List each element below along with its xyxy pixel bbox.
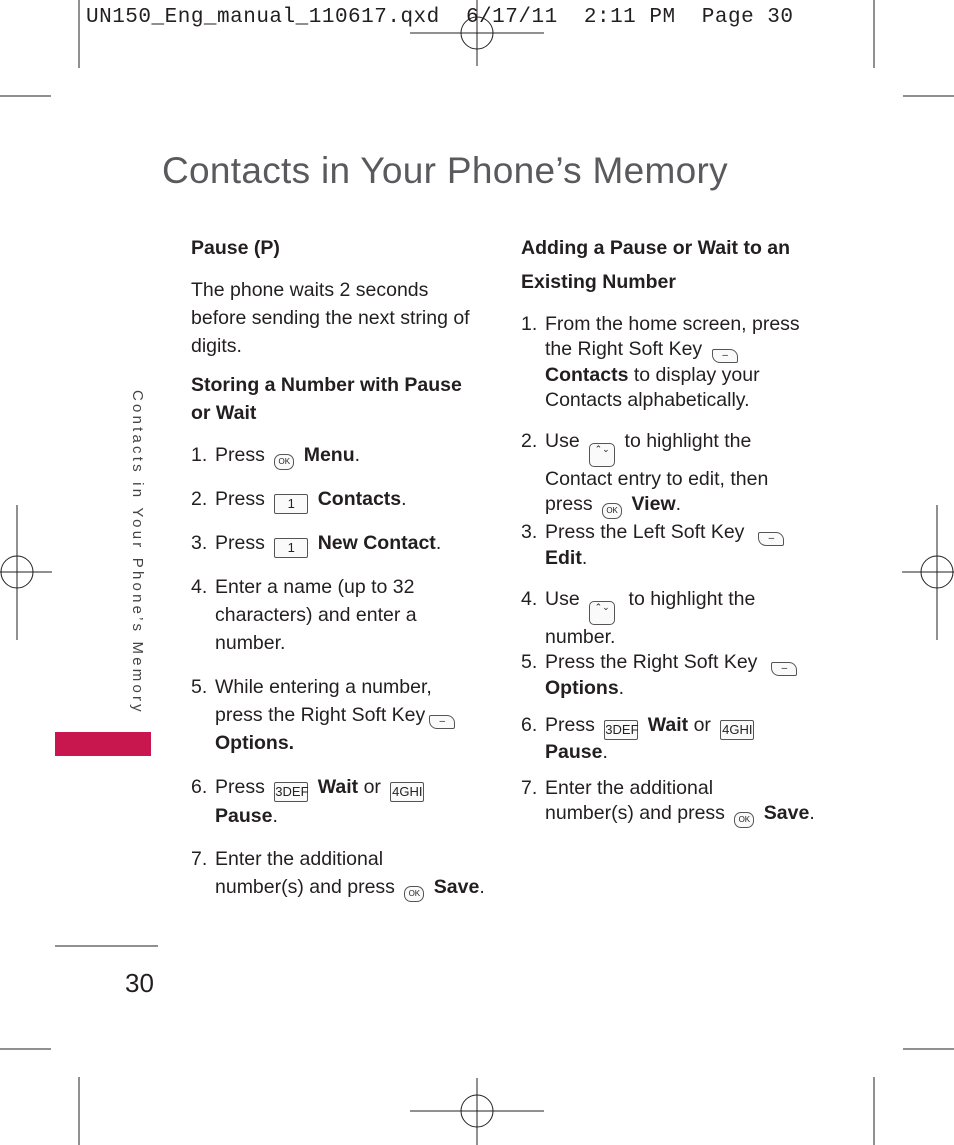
step-text: Press	[545, 714, 595, 736]
step-text: characters) and enter a	[215, 604, 417, 626]
ok-key-icon: OK	[734, 812, 754, 828]
step-text: the Right Soft Key	[545, 338, 703, 360]
key-4-icon: 4GHI	[390, 782, 424, 802]
step-text: press the Right Soft Key	[215, 704, 426, 726]
step-number: 6.	[521, 714, 538, 736]
side-tab-label: Contacts in Your Phone’s Memory	[129, 390, 146, 715]
section-heading: Existing Number	[521, 271, 676, 293]
step-text: Use	[545, 588, 580, 610]
save-label: Save	[763, 802, 810, 824]
step-number: 2.	[521, 430, 538, 452]
step-number: 2.	[191, 488, 208, 510]
step-text: Press	[215, 488, 265, 510]
punctuation: .	[272, 805, 278, 827]
pause-label: Pause	[215, 805, 273, 827]
right-column	[521, 234, 821, 834]
punctuation: .	[581, 547, 588, 569]
key-3-icon: 3DEF	[274, 782, 308, 802]
options-label: Options.	[215, 732, 295, 754]
punctuation: .	[354, 444, 361, 466]
pause-label: Pause	[545, 741, 603, 763]
step-text: Press	[215, 532, 265, 554]
step-text: to highlight the	[628, 588, 756, 610]
list-item	[191, 773, 428, 830]
left-column	[191, 234, 491, 914]
step-number: 4.	[521, 588, 538, 610]
step-number: 3.	[521, 521, 538, 543]
key-1-icon: 1	[274, 494, 308, 514]
step-text: While entering a number,	[215, 676, 432, 698]
new-contact-label: New Contact	[317, 532, 436, 554]
right-soft-key-icon: –	[429, 715, 455, 729]
step-text: number.	[215, 632, 286, 654]
step-number: 7.	[191, 848, 208, 870]
list-item	[191, 441, 360, 470]
body-text: digits.	[191, 335, 242, 357]
step-number: 1.	[521, 313, 538, 335]
save-label: Save	[433, 876, 480, 898]
side-tab-marker	[55, 732, 151, 756]
page-title: Contacts in Your Phone’s Memory	[162, 150, 728, 191]
list-item	[191, 845, 485, 902]
step-number: 6.	[191, 776, 208, 798]
key-3-icon: 3DEF	[604, 720, 638, 740]
list-item	[521, 776, 815, 828]
wait-label: Wait	[317, 776, 359, 798]
list-item	[521, 713, 758, 765]
punctuation: .	[435, 532, 442, 554]
step-text: or	[693, 714, 711, 736]
contacts-label: Contacts	[317, 488, 402, 510]
section-heading: or Wait	[191, 402, 257, 424]
list-item	[521, 312, 800, 413]
step-text: Enter the additional	[545, 777, 714, 799]
edit-label: Edit	[545, 547, 582, 569]
right-soft-key-icon: –	[712, 349, 738, 363]
punctuation: .	[401, 488, 407, 510]
step-text: to highlight the	[624, 430, 752, 452]
list-item	[191, 573, 417, 657]
step-text: Press the Left Soft Key	[545, 521, 745, 543]
ok-key-icon: OK	[274, 454, 294, 470]
step-text: to display your	[633, 364, 760, 386]
body-text: before sending the next string of	[191, 307, 470, 329]
contacts-label: Contacts	[545, 364, 629, 386]
punctuation: .	[602, 741, 608, 763]
step-number: 3.	[191, 532, 208, 554]
step-text: number(s) and press	[545, 802, 725, 824]
punctuation: .	[618, 677, 625, 699]
list-item	[521, 520, 788, 571]
punctuation: .	[675, 493, 682, 515]
page-number: 30	[125, 968, 154, 998]
step-text: press	[545, 493, 593, 515]
step-text: Contact entry to edit, then	[545, 468, 769, 490]
menu-label: Menu	[303, 444, 355, 466]
section-heading: Storing a Number with Pause	[191, 374, 462, 396]
navigation-key-icon: ⌃⌄	[589, 601, 615, 625]
view-label: View	[631, 493, 676, 515]
step-text: number(s) and press	[215, 876, 395, 898]
key-4-icon: 4GHI	[720, 720, 754, 740]
section-heading: Pause (P)	[191, 237, 280, 259]
step-text: Press	[215, 444, 265, 466]
list-item	[191, 529, 441, 558]
step-text: Use	[545, 430, 580, 452]
section-heading: Adding a Pause or Wait to an	[521, 237, 791, 259]
left-soft-key-icon: –	[758, 532, 784, 546]
step-number: 5.	[191, 676, 208, 698]
list-item	[521, 587, 755, 650]
options-label: Options	[545, 677, 619, 699]
ok-key-icon: OK	[404, 886, 424, 902]
key-1-icon: 1	[274, 538, 308, 558]
list-item	[521, 650, 801, 701]
step-text: number.	[545, 626, 616, 648]
ok-key-icon: OK	[602, 503, 622, 519]
step-number: 4.	[191, 576, 208, 598]
step-text: From the home screen, press	[545, 313, 800, 335]
punctuation: .	[479, 876, 485, 898]
step-text: Enter the additional	[215, 848, 384, 870]
navigation-key-icon: ⌃⌄	[589, 443, 615, 467]
body-text: The phone waits 2 seconds	[191, 279, 429, 301]
step-text: Enter a name (up to 32	[215, 576, 415, 598]
list-item	[521, 429, 768, 519]
punctuation: .	[809, 802, 815, 824]
step-number: 5.	[521, 651, 538, 673]
step-text: or	[363, 776, 381, 798]
step-number: 1.	[191, 444, 208, 466]
step-text: Press the Right Soft Key	[545, 651, 758, 673]
list-item	[191, 485, 407, 514]
print-slug: UN150_Eng_manual_110617.qxd 6/17/11 2:11 PM Page 30	[86, 6, 794, 29]
step-number: 7.	[521, 777, 538, 799]
step-text: Contacts alphabetically.	[545, 389, 750, 411]
wait-label: Wait	[647, 714, 689, 736]
list-item	[191, 673, 459, 757]
step-text: Press	[215, 776, 265, 798]
right-soft-key-icon: –	[771, 662, 797, 676]
